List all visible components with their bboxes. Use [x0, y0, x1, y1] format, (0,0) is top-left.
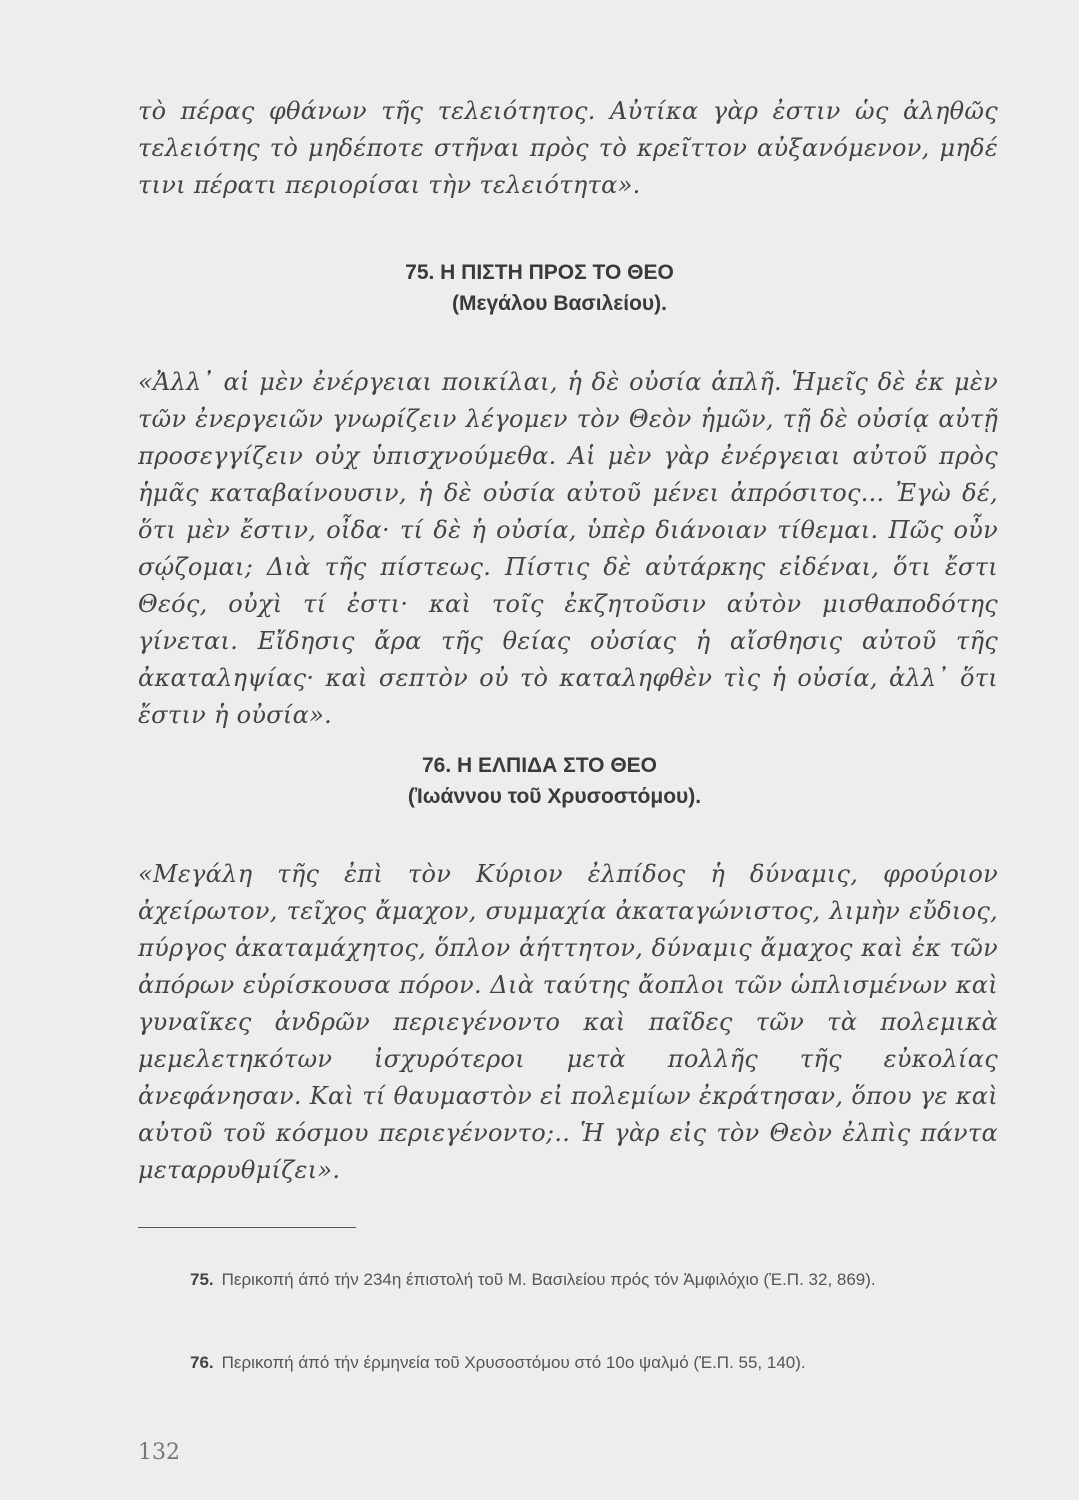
section-75-heading: [0, 257, 1079, 319]
footnote-75: [138, 1263, 1018, 1297]
section-75-text: «Ἀλλ᾿ αἱ μὲν ἐνέργειαι ποικίλαι, ἡ δὲ οὐσία ἁπλῆ. Ἡμεῖς δὲ ἐκ μὲν τῶν ἐνεργειῶν γνωρίζειν λέγομεν τὸν Θεὸν ἡμῶν, τῇ δὲ οὐσίᾳ αὐτῇ προσεγγίζειν οὐχ ὑπισχνούμεθα. Αἱ μὲν γὰρ ἐνέργειαι αὐτοῦ πρὸς ἡμᾶς καταβαίνουσιν, ἡ δὲ οὐσία αὐτοῦ μένει ἀπρόσιτος... Ἐγὼ δέ, ὅτι μὲν ἔστιν, οἶδα· τί δὲ ἡ οὐσία, ὑπὲρ διάνοιαν τίθεμαι. Πῶς οὖν σῴζομαι; Διὰ τῆς πίστεως. Πίστις δὲ αὐτάρκης εἰδέναι, ὅτι ἔστι Θεός, οὐχὶ τί ἐστι· καὶ τοῖς ἐκζητοῦσιν αὐτὸν μισθαποδότης γίνεται. Εἴδησις ἄρα τῆς θείας οὐσίας ἡ αἴσθησις αὐτοῦ τῆς ἀκαταληψίας· καὶ σεπτὸν οὐ τὸ καταληφθὲν τὶς ἡ οὐσία, ἀλλ᾿ ὅτι ἔστιν ἡ οὐσία».: [138, 368, 998, 729]
page-number: 132: [138, 1440, 180, 1465]
section-75-title: 75. Η ΠΙΣΤΗ ΠΡΟΣ ΤΟ ΘΕΟ: [405, 261, 674, 284]
section-75-subtitle: (Μεγάλου Βασιλείου).: [452, 292, 667, 315]
section-76-subtitle: (Ἰωάννου τοῦ Χρυσοστόμου).: [407, 785, 702, 808]
footnote-75-text: Περικοπή άπό τήν 234η έπιστολή τοῦ Μ. Βασιλείου πρός τόν Ἀμφιλόχιο (Ἐ.Π. 32, 869).: [221, 1270, 876, 1289]
section-76-title: 76. Η ΕΛΠΙΔΑ ΣΤΟ ΘΕΟ: [421, 754, 658, 777]
footnote-75-number: 75.: [190, 1270, 214, 1289]
intro-paragraph: τὸ πέρας φθάνων τῆς τελειότητος. Αὐτίκα γὰρ ἐστιν ὡς ἀληθῶς τελειότης τὸ μηδέποτε στῆναι πρὸς τὸ κρεῖττον αὐξανόμενον, μηδέ τινι πέρατι περιορίσαι τὴν τελειότητα».: [138, 97, 998, 199]
section-76-text: «Μεγάλη τῆς ἐπὶ τὸν Κύριον ἐλπίδος ἡ δύναμις, φρούριον ἀχείρωτον, τεῖχος ἄμαχον, συμμαχία ἀκαταγώνιστος, λιμὴν εὔδιος, πύργος ἀκαταμάχητος, ὅπλον ἀήττητον, δύναμις ἄμαχος καὶ ἐκ τῶν ἀπόρων εὑρίσκουσα πόρον. Διὰ ταύτης ἄοπλοι τῶν ὡπλισμένων καὶ γυναῖκες ἀνδρῶν περιεγένοντο καὶ παῖδες τῶν τὰ πολεμικὰ μεμελετηκότων ἰσχυρότεροι μετὰ πολλῆς τῆς εὐκολίας ἀνεφάνησαν. Καὶ τί θαυμαστὸν εἰ πολεμίων ἐκράτησαν, ὅπου γε καὶ αὐτοῦ τοῦ κόσμου περιεγένοντο;.. Ἡ γὰρ εἰς τὸν Θεὸν ἐλπὶς πάντα μεταρρυθμίζει».: [138, 860, 998, 1184]
footnote-76-number: 76.: [190, 1353, 214, 1372]
footnote-76: [138, 1346, 1018, 1380]
footnote-divider: [138, 1227, 356, 1228]
section-76-heading: [0, 750, 1079, 812]
footnote-76-text: Περικοπή άπό τήν έρμηνεία τοῦ Χρυσοστόμου στό 10ο ψαλμό (Ἐ.Π. 55, 140).: [221, 1353, 806, 1372]
